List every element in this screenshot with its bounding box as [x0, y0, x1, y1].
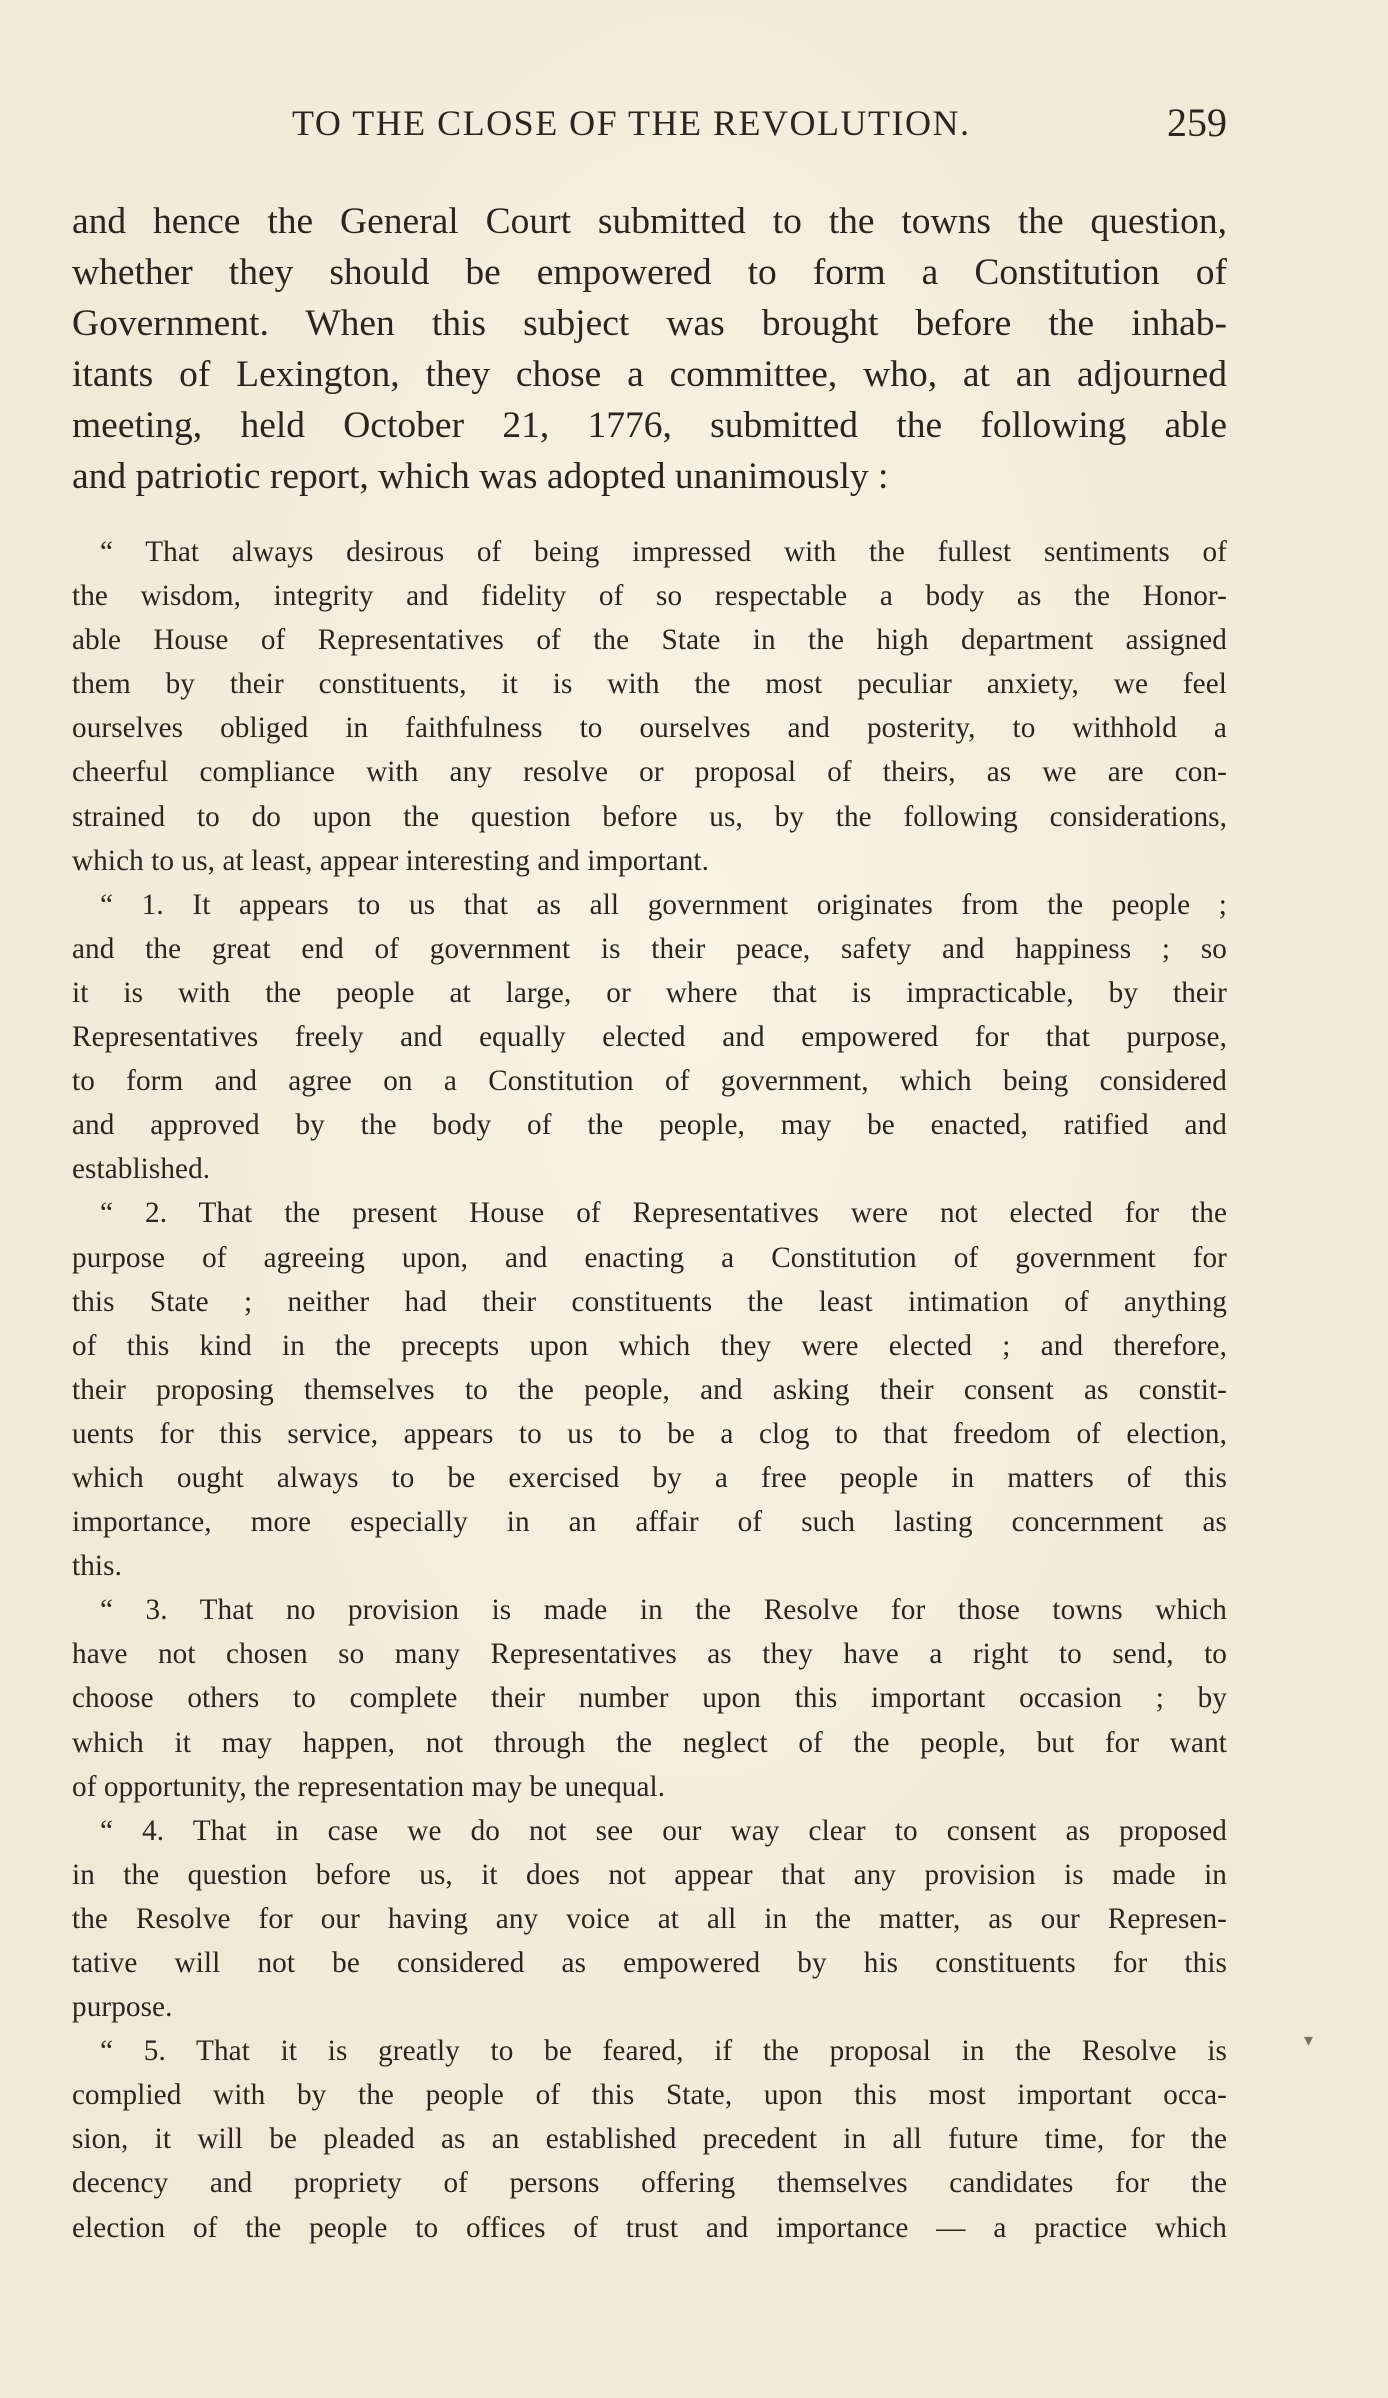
- text-line: “ That always desirous of being impressed with the fullest sentiments of: [100, 536, 1227, 568]
- text-line: meeting, held October 21, 1776, submitted the following able: [72, 405, 1227, 446]
- text-line: them by their constituents, it is with the most peculiar anxiety, we feel: [72, 668, 1227, 701]
- text-line: itants of Lexington, they chose a committee, who, at an adjourned: [72, 354, 1227, 395]
- text-line: their proposing themselves to the people, and asking their consent as constit-: [72, 1373, 1227, 1406]
- text-line: in the question before us, it does not appear that any provision is made in: [72, 1858, 1227, 1891]
- text-line: “ 2. That the present House of Representatives were not elected for the: [100, 1197, 1227, 1230]
- text-line: “ 3. That no provision is made in the Resolve for those towns which: [100, 1594, 1227, 1627]
- text-line: this State ; neither had their constituents the least intimation of anything: [72, 1285, 1227, 1318]
- text-line: which it may happen, not through the neglect of the people, but for want: [72, 1726, 1227, 1759]
- text-line: “ 4. That in case we do not see our way clear to consent as proposed: [100, 1814, 1227, 1847]
- text-line: and hence the General Court submitted to the towns the question,: [72, 201, 1227, 242]
- text-line: uents for this service, appears to us to be a clog to that freedom of election,: [72, 1417, 1227, 1450]
- text-line: purpose.: [72, 1991, 173, 2024]
- text-line: and approved by the body of the people, may be enacted, ratified and: [72, 1109, 1227, 1142]
- text-line: able House of Representatives of the State in the high department assigned: [72, 624, 1227, 657]
- stray-mark: ▾: [1304, 2030, 1314, 2051]
- text-line: Government. When this subject was brought before the inhab-: [72, 303, 1227, 344]
- text-line: whether they should be empowered to form a Constitution of: [72, 252, 1227, 293]
- running-head-title: TO THE CLOSE OF THE REVOLUTION.: [292, 103, 971, 143]
- text-line: cheerful compliance with any resolve or proposal of theirs, as we are con-: [72, 756, 1227, 789]
- text-line: election of the people to offices of trust and importance — a practice which: [72, 2211, 1227, 2244]
- text-line: which ought always to be exercised by a free people in matters of this: [72, 1461, 1227, 1494]
- running-head: [72, 98, 1227, 148]
- text-line: complied with by the people of this State, upon this most important occa-: [72, 2079, 1227, 2112]
- text-line: “ 5. That it is greatly to be feared, if the proposal in the Resolve is: [100, 2035, 1227, 2068]
- text-line: which to us, at least, appear interesting and important.: [72, 844, 710, 877]
- text-line: of opportunity, the representation may be unequal.: [72, 1770, 666, 1803]
- text-line: decency and propriety of persons offering themselves candidates for the: [72, 2167, 1227, 2200]
- text-line: tative will not be considered as empowered by his constituents for this: [72, 1947, 1227, 1979]
- text-line: the Resolve for our having any voice at all in the matter, as our Represen-: [72, 1902, 1227, 1935]
- text-line: Representatives freely and equally elected and empowered for that purpose,: [72, 1021, 1227, 1054]
- text-line: the wisdom, integrity and fidelity of so respectable a body as the Honor-: [72, 580, 1227, 613]
- page-number: 259: [1167, 100, 1227, 145]
- text-line: established.: [72, 1153, 211, 1186]
- text-line: and patriotic report, which was adopted unanimously :: [72, 456, 889, 497]
- text-line: have not chosen so many Representatives as they have a right to send, to: [72, 1638, 1227, 1671]
- text-line: strained to do upon the question before us, by the following considerations,: [72, 800, 1227, 833]
- text-line: of this kind in the precepts upon which they were elected ; and therefore,: [72, 1329, 1227, 1362]
- text-line: choose others to complete their number upon this important occasion ; by: [72, 1682, 1227, 1715]
- text-line: purpose of agreeing upon, and enacting a Constitution of government for: [72, 1241, 1227, 1274]
- text-line: sion, it will be pleaded as an established precedent in all future time, for the: [72, 2123, 1227, 2156]
- text-line: and the great end of government is their peace, safety and happiness ; so: [72, 932, 1227, 965]
- text-line: it is with the people at large, or where that is impracticable, by their: [72, 976, 1227, 1009]
- text-line: ourselves obliged in faithfulness to ourselves and posterity, to withhold a: [72, 712, 1227, 745]
- text-line: this.: [72, 1550, 122, 1583]
- text-line: “ 1. It appears to us that as all government originates from the people ;: [100, 888, 1227, 921]
- text-line: importance, more especially in an affair of such lasting concernment as: [72, 1506, 1227, 1539]
- quoted-report: [72, 530, 1227, 2250]
- text-line: to form and agree on a Constitution of government, which being considered: [72, 1065, 1227, 1098]
- lead-paragraph: [72, 196, 1227, 502]
